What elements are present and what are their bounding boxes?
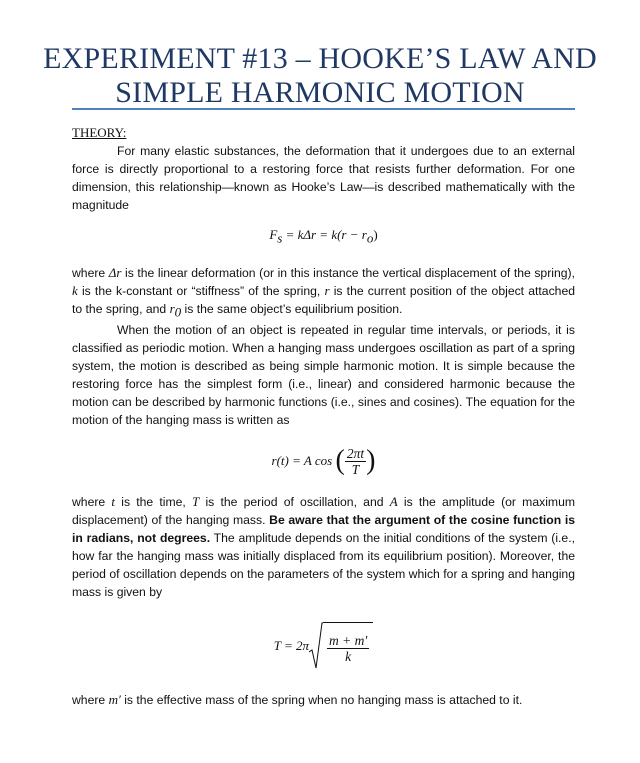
eq3-fraction bbox=[327, 633, 369, 664]
eq3-radicand bbox=[323, 622, 373, 670]
eq2-numerator: 2πt bbox=[346, 445, 365, 461]
paragraph-periodic-motion: When the motion of an object is repeated in regular time intervals, or periods, it is classified as periodic motion. When a hanging mass undergoes oscillation as part of a spring system, the motion is described as being simple harmonic motion. It is simple because the restoring force has the simplest form (i.e., linear) and considered harmonic because the motion can be described by harmonic functions (i.e., sines and cosines). The equation for the motion of the hanging mass is written as bbox=[72, 323, 575, 428]
radical-sign-icon bbox=[309, 622, 323, 670]
p4-t5: The amplitude depends on the initial conditions of the system (i.e., how far the hanging mass was initially displaced from its equilibrium position). Moreover, the period of oscillation depends on the parameters of the system which for a spring and hanging mass is given by bbox=[72, 531, 575, 600]
p4-t2: is the time, bbox=[115, 495, 193, 510]
p4-T: T bbox=[192, 494, 200, 510]
title-rule bbox=[72, 108, 575, 110]
eq2-fraction bbox=[345, 446, 366, 477]
p2-t3: is the k-constant or “stiffness” of the spring, bbox=[77, 283, 325, 298]
p2-r0: r bbox=[169, 300, 175, 316]
p2-t5: is the same object’s equilibrium position. bbox=[181, 301, 403, 316]
p2-r0-sub: 0 bbox=[174, 304, 182, 320]
eq3-lhs: T = 2π bbox=[273, 638, 309, 654]
equation-hookes-law bbox=[72, 226, 575, 248]
equation-position-function bbox=[72, 443, 575, 479]
p4-t4: is the amplitude (or maximum displacement) of the hanging mass. bbox=[72, 495, 575, 528]
paragraph-variable-definitions bbox=[72, 264, 575, 321]
eq1-sub0: o bbox=[366, 230, 374, 246]
eq3-denominator: k bbox=[345, 648, 352, 664]
p4-A: A bbox=[389, 494, 398, 510]
p4-t: t bbox=[111, 494, 116, 510]
eq1-lhs-sub: s bbox=[277, 230, 283, 246]
eq2-rparen: ) bbox=[366, 445, 376, 477]
page-title bbox=[40, 42, 600, 110]
p4-t1: where bbox=[72, 495, 112, 510]
paragraph-effective-mass bbox=[72, 691, 575, 709]
p5-mp: m′ bbox=[108, 692, 121, 708]
p5-t1: where bbox=[72, 693, 109, 708]
eq2-denominator: T bbox=[351, 461, 360, 477]
title-line-2: SIMPLE HARMONIC MOTION bbox=[115, 76, 525, 109]
p2-r: r bbox=[324, 282, 330, 298]
p2-t4: is the current position of the object attached to the spring, and bbox=[72, 283, 576, 316]
eq3-sqrt bbox=[309, 622, 373, 670]
eq1-lhs: F bbox=[269, 227, 278, 242]
title-line-1: EXPERIMENT #13 – HOOKE’S LAW AND bbox=[43, 42, 597, 75]
p2-k: k bbox=[72, 282, 78, 298]
equation-period bbox=[72, 615, 575, 677]
document-body bbox=[72, 124, 575, 709]
paragraph-hookes-law-intro: For many elastic substances, the deformation that it undergoes due to an external force is directly proportional to a restoring force that resists further deformation. For one dimension, this relationship—known as Hooke’s Law—is described mathematically with the magnitude bbox=[72, 144, 575, 212]
eq2-lparen: ( bbox=[335, 445, 345, 477]
p5-t2: is the effective mass of the spring when no hanging mass is attached to it. bbox=[120, 693, 523, 708]
p4-bold-warning: Be aware that the argument of the cosine function is in radians, not degrees. bbox=[72, 513, 575, 546]
eq1-mid: = kΔr = k(r − r bbox=[282, 227, 367, 242]
p4-t3: is the period of oscillation, and bbox=[199, 495, 390, 510]
theory-heading: THEORY: bbox=[72, 125, 127, 140]
p2-t2: is the linear deformation (or in this instance the vertical displacement of the spring), bbox=[121, 265, 575, 280]
p2-dr: Δr bbox=[108, 264, 122, 280]
eq2-lhs: r(t) = A cos bbox=[271, 453, 333, 469]
eq1-end: ) bbox=[373, 227, 378, 242]
p2-t1: where bbox=[72, 265, 109, 280]
paragraph-amplitude bbox=[72, 493, 575, 601]
eq3-numerator: m + m′ bbox=[328, 632, 368, 648]
